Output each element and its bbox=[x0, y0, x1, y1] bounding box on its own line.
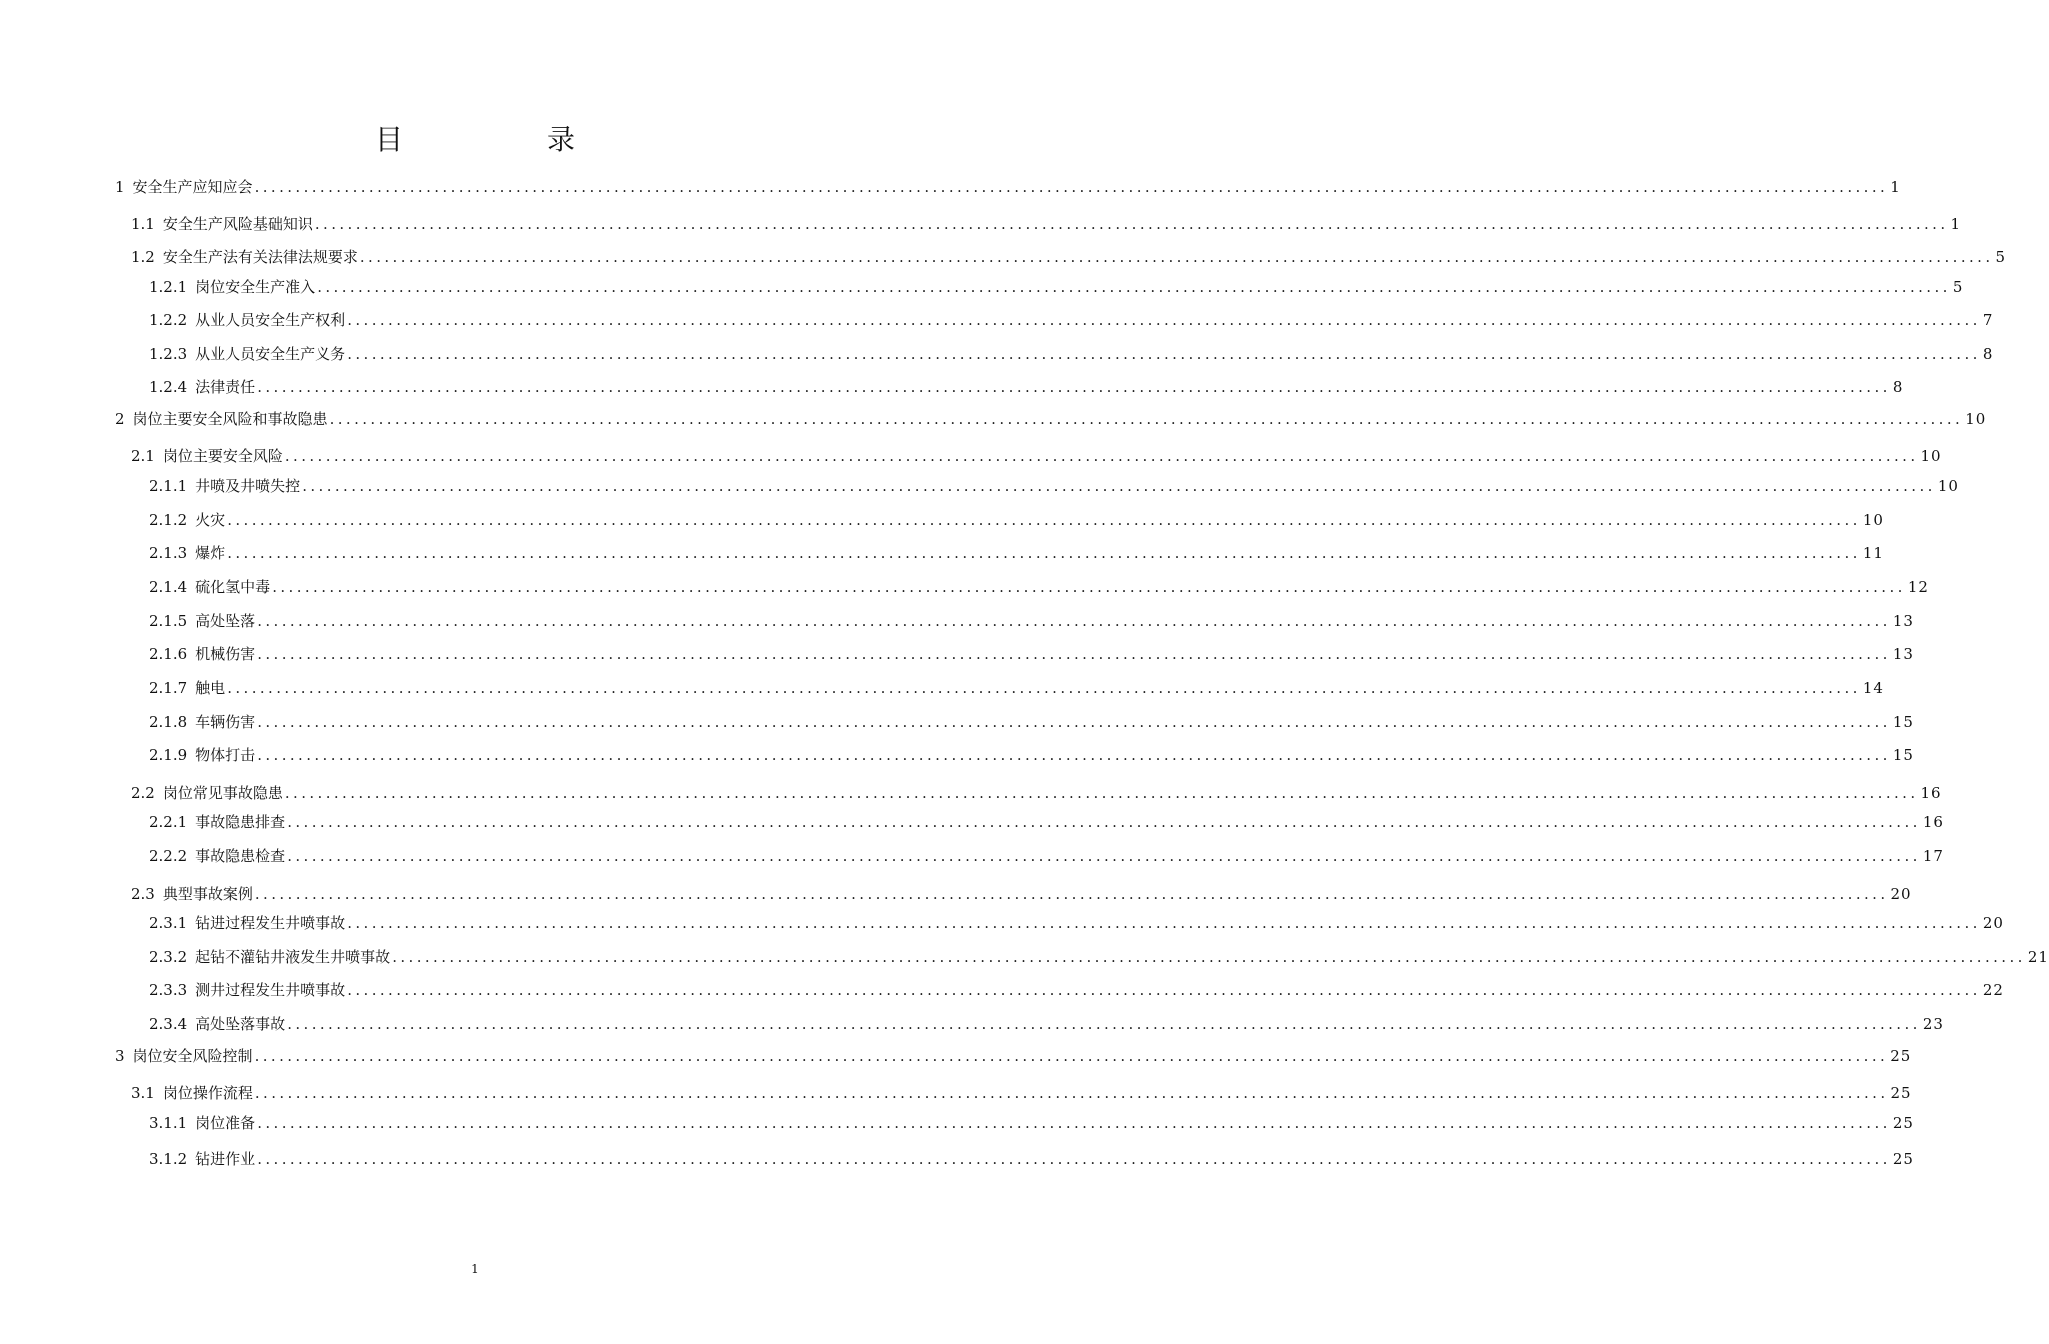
toc-entry-title: 高处坠落事故 bbox=[195, 1015, 286, 1033]
toc-entry-title: 岗位操作流程 bbox=[162, 1084, 253, 1102]
toc-entry[interactable] bbox=[131, 445, 1942, 466]
toc-entry[interactable] bbox=[149, 677, 1884, 698]
toc-dot-leader: ........................................................................................................................................................................................................ bbox=[257, 612, 1891, 630]
toc-dot-leader: ........................................................................................................................................................................................................ bbox=[392, 948, 2026, 966]
toc-entry[interactable] bbox=[149, 912, 2004, 933]
toc-entry-page: 15 bbox=[1892, 746, 1914, 764]
toc-dot-leader: ........................................................................................................................................................................................................ bbox=[287, 1015, 1921, 1033]
toc-entry[interactable] bbox=[131, 213, 1962, 234]
toc-entry-title: 机械伤害 bbox=[195, 645, 256, 663]
toc-entry-number: 2.1.7 bbox=[149, 679, 188, 697]
toc-dot-leader: ........................................................................................................................................................................................................ bbox=[257, 645, 1891, 663]
toc-entry[interactable] bbox=[149, 643, 1914, 664]
toc-entry-number: 3.1 bbox=[131, 1084, 155, 1102]
toc-entry-title: 岗位准备 bbox=[195, 1114, 256, 1132]
toc-dot-leader: ........................................................................................................................................................................................................ bbox=[302, 477, 1936, 495]
toc-entry-title: 钻进作业 bbox=[195, 1150, 256, 1168]
toc-dot-leader: ........................................................................................................................................................................................................ bbox=[359, 248, 1994, 266]
toc-entry[interactable] bbox=[149, 475, 1959, 496]
toc-entry[interactable] bbox=[149, 811, 1944, 832]
toc-dot-leader: ........................................................................................................................................................................................................ bbox=[317, 278, 1951, 296]
toc-dot-leader: ........................................................................................................................................................................................................ bbox=[227, 679, 1861, 697]
toc-entry[interactable] bbox=[149, 610, 1914, 631]
toc-dot-leader: ........................................................................................................................................................................................................ bbox=[284, 784, 1919, 802]
toc-entry-number: 1.2.3 bbox=[149, 345, 188, 363]
toc-entry-title: 安全生产风险基础知识 bbox=[162, 215, 313, 233]
toc-entry-number: 2.2 bbox=[131, 784, 155, 802]
toc-entry-title: 岗位安全生产准入 bbox=[195, 278, 316, 296]
toc-entry-page: 22 bbox=[1982, 981, 2004, 999]
toc-dot-leader: ........................................................................................................................................................................................................ bbox=[284, 447, 1919, 465]
toc-entry-page: 5 bbox=[1952, 278, 1964, 296]
toc-dot-leader: ........................................................................................................................................................................................................ bbox=[272, 578, 1906, 596]
toc-dot-leader: ........................................................................................................................................................................................................ bbox=[287, 813, 1921, 831]
toc-entry-page: 25 bbox=[1892, 1150, 1914, 1168]
toc-dot-leader: ........................................................................................................................................................................................................ bbox=[329, 410, 1964, 428]
toc-entry-page: 13 bbox=[1892, 645, 1914, 663]
toc-entry-number: 2.3.3 bbox=[149, 981, 188, 999]
toc-entry[interactable] bbox=[149, 542, 1884, 563]
toc-entry[interactable] bbox=[149, 509, 1884, 530]
toc-dot-leader: ........................................................................................................................................................................................................ bbox=[254, 178, 1889, 196]
toc-entry-number: 2.1.3 bbox=[149, 544, 188, 562]
toc-entry-number: 2.2.2 bbox=[149, 847, 188, 865]
toc-entry-page: 1 bbox=[1950, 215, 1962, 233]
toc-entry-title: 法律责任 bbox=[195, 378, 256, 396]
toc-dot-leader: ........................................................................................................................................................................................................ bbox=[347, 981, 1981, 999]
toc-entry-page: 16 bbox=[1922, 813, 1944, 831]
toc-entry-page: 13 bbox=[1892, 612, 1914, 630]
toc-entry-title: 岗位常见事故隐患 bbox=[162, 784, 283, 802]
toc-dot-leader: ........................................................................................................................................................................................................ bbox=[257, 1114, 1891, 1132]
toc-dot-leader: ........................................................................................................................................................................................................ bbox=[347, 311, 1981, 329]
toc-entry[interactable] bbox=[149, 845, 1944, 866]
toc-entry[interactable] bbox=[149, 946, 2049, 967]
toc-entry-number: 1.2.2 bbox=[149, 311, 188, 329]
toc-entry-number: 2.1.4 bbox=[149, 578, 188, 596]
toc-entry-title: 物体打击 bbox=[195, 746, 256, 764]
toc-entry-number: 3 bbox=[115, 1047, 125, 1065]
toc-entry-number: 2.3.1 bbox=[149, 914, 188, 932]
toc-entry[interactable] bbox=[149, 1112, 1914, 1133]
toc-entry[interactable] bbox=[149, 1148, 1914, 1169]
toc-entry-page: 12 bbox=[1907, 578, 1929, 596]
toc-entry-page: 20 bbox=[1890, 885, 1912, 903]
toc-entry-page: 16 bbox=[1920, 784, 1942, 802]
toc-entry-title: 起钻不灌钻井液发生井喷事故 bbox=[195, 948, 391, 966]
toc-entry-title: 触电 bbox=[195, 679, 226, 697]
toc-entry-title: 爆炸 bbox=[195, 544, 226, 562]
toc-entry-page: 8 bbox=[1982, 345, 1994, 363]
toc-entry-title: 从业人员安全生产权利 bbox=[195, 311, 346, 329]
toc-entry-number: 2.1.8 bbox=[149, 713, 188, 731]
toc-entry[interactable] bbox=[131, 883, 1912, 904]
toc-entry[interactable] bbox=[115, 176, 1901, 197]
toc-entry-title: 安全生产应知应会 bbox=[132, 178, 253, 196]
toc-entry-title: 车辆伤害 bbox=[195, 713, 256, 731]
toc-dot-leader: ........................................................................................................................................................................................................ bbox=[257, 378, 1891, 396]
toc-entry-page: 25 bbox=[1892, 1114, 1914, 1132]
toc-entry-page: 1 bbox=[1890, 178, 1901, 196]
toc-entry-page: 10 bbox=[1920, 447, 1942, 465]
toc-dot-leader: ........................................................................................................................................................................................................ bbox=[254, 885, 1889, 903]
toc-entry-title: 岗位主要安全风险 bbox=[162, 447, 283, 465]
toc-entry-number: 2 bbox=[115, 410, 125, 428]
toc-entry[interactable] bbox=[149, 309, 1994, 330]
toc-entry[interactable] bbox=[149, 276, 1964, 297]
toc-entry-number: 2.1.2 bbox=[149, 511, 188, 529]
toc-entry[interactable] bbox=[149, 576, 1929, 597]
toc-entry-number: 2.1.5 bbox=[149, 612, 188, 630]
toc-dot-leader: ........................................................................................................................................................................................................ bbox=[227, 544, 1861, 562]
toc-entry-title: 安全生产法有关法律法规要求 bbox=[162, 248, 358, 266]
toc-entry[interactable] bbox=[131, 782, 1942, 803]
toc-dot-leader: ........................................................................................................................................................................................................ bbox=[314, 215, 1949, 233]
toc-entry-number: 2.1.1 bbox=[149, 477, 188, 495]
toc-entry[interactable] bbox=[149, 711, 1914, 732]
toc-entry-number: 3.1.1 bbox=[149, 1114, 188, 1132]
toc-dot-leader: ........................................................................................................................................................................................................ bbox=[347, 914, 1981, 932]
toc-entry-title: 典型事故案例 bbox=[162, 885, 253, 903]
toc-entry-page: 21 bbox=[2027, 948, 2049, 966]
toc-entry-title: 岗位安全风险控制 bbox=[132, 1047, 253, 1065]
toc-entry-title: 测井过程发生井喷事故 bbox=[195, 981, 346, 999]
toc-entry-page: 7 bbox=[1982, 311, 1994, 329]
toc-entry-page: 15 bbox=[1892, 713, 1914, 731]
toc-entry-page: 20 bbox=[1982, 914, 2004, 932]
toc-entry-number: 2.2.1 bbox=[149, 813, 188, 831]
toc-entry-page: 23 bbox=[1922, 1015, 1944, 1033]
toc-entry[interactable] bbox=[131, 246, 2007, 267]
toc-entry-title: 事故隐患排查 bbox=[195, 813, 286, 831]
toc-entry-title: 从业人员安全生产义务 bbox=[195, 345, 346, 363]
toc-entry[interactable] bbox=[149, 1013, 1944, 1034]
toc-entry-number: 1 bbox=[115, 178, 125, 196]
toc-entry-page: 14 bbox=[1862, 679, 1884, 697]
toc-dot-leader: ........................................................................................................................................................................................................ bbox=[257, 746, 1891, 764]
toc-dot-leader: ........................................................................................................................................................................................................ bbox=[347, 345, 1981, 363]
toc-entry-title: 岗位主要安全风险和事故隐患 bbox=[132, 410, 328, 428]
toc-entry-number: 2.1 bbox=[131, 447, 155, 465]
toc-entry-number: 3.1.2 bbox=[149, 1150, 188, 1168]
toc-entry-title: 钻进过程发生井喷事故 bbox=[195, 914, 346, 932]
toc-entry[interactable] bbox=[149, 343, 1994, 364]
page-number: 1 bbox=[471, 1262, 479, 1276]
toc-entry-page: 5 bbox=[1995, 248, 2007, 266]
toc-entry-title: 事故隐患检查 bbox=[195, 847, 286, 865]
toc-entry-number: 1.2.1 bbox=[149, 278, 188, 296]
toc-entry[interactable] bbox=[115, 1045, 1912, 1066]
toc-entry-number: 2.3.4 bbox=[149, 1015, 188, 1033]
toc-dot-leader: ........................................................................................................................................................................................................ bbox=[254, 1047, 1889, 1065]
toc-entry-page: 10 bbox=[1937, 477, 1959, 495]
toc-dot-leader: ........................................................................................................................................................................................................ bbox=[257, 1150, 1891, 1168]
toc-entry[interactable] bbox=[149, 979, 2004, 1000]
toc-entry-number: 2.3.2 bbox=[149, 948, 188, 966]
toc-entry[interactable] bbox=[149, 744, 1914, 765]
toc-entry-number: 1.2.4 bbox=[149, 378, 188, 396]
toc-entry-title: 高处坠落 bbox=[195, 612, 256, 630]
toc-entry-page: 10 bbox=[1965, 410, 1987, 428]
toc-entry-number: 1.1 bbox=[131, 215, 155, 233]
toc-entry-title: 火灾 bbox=[195, 511, 226, 529]
toc-entry-page: 11 bbox=[1862, 544, 1884, 562]
toc-entry[interactable] bbox=[131, 1082, 1912, 1103]
toc-entry-number: 2.1.6 bbox=[149, 645, 188, 663]
toc-entry-page: 17 bbox=[1922, 847, 1944, 865]
toc-entry-page: 8 bbox=[1892, 378, 1904, 396]
toc-dot-leader: ........................................................................................................................................................................................................ bbox=[254, 1084, 1889, 1102]
toc-dot-leader: ........................................................................................................................................................................................................ bbox=[227, 511, 1861, 529]
toc-entry-number: 1.2 bbox=[131, 248, 155, 266]
toc-dot-leader: ........................................................................................................................................................................................................ bbox=[287, 847, 1921, 865]
toc-entry[interactable] bbox=[115, 408, 1987, 429]
toc-entry-number: 2.3 bbox=[131, 885, 155, 903]
toc-entry-number: 2.1.9 bbox=[149, 746, 188, 764]
toc-title: 目 录 bbox=[374, 123, 633, 156]
toc-entry-page: 25 bbox=[1890, 1084, 1912, 1102]
toc-entry[interactable] bbox=[149, 376, 1904, 397]
toc-entry-page: 25 bbox=[1890, 1047, 1912, 1065]
toc-dot-leader: ........................................................................................................................................................................................................ bbox=[257, 713, 1891, 731]
toc-entry-page: 10 bbox=[1862, 511, 1884, 529]
toc-entry-title: 硫化氢中毒 bbox=[195, 578, 271, 596]
toc-entry-title: 井喷及井喷失控 bbox=[195, 477, 301, 495]
